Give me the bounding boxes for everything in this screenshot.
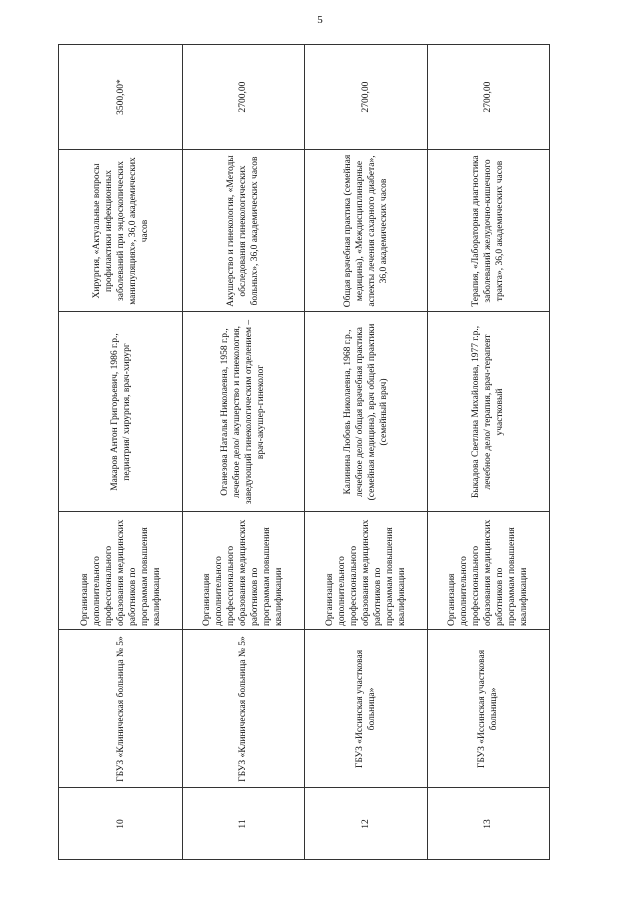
cell-text-program: Организация дополнительного профессионального образования медицинских работников по программам повышения квалификации [447,519,529,626]
cell-course [304,150,427,312]
cell-text-org: ГБУЗ «Клиническая больница № 5» [237,635,248,782]
cell-program [59,512,182,630]
table-row [427,44,550,860]
cell-text-person: Калинина Любовь Николаевна, 1968 г.р., лечебное дело/ общая врачебная практика (семейная медицина), врач общей практики (семейный врач) [342,323,389,500]
page-number: 5 [317,14,323,26]
cell-text-course: Общая врачебная практика (семейная медицина), «Междисциплинарные аспекты лечения сахарного диабета», 36,0 академических часов [342,154,389,307]
cell-text-price: 2700,00 [360,81,371,112]
cell-org [304,630,427,788]
cell-text-program: Организация дополнительного профессионального образования медицинских работников по программам повышения квалификации [324,519,407,626]
cell-text-num: 10 [115,819,126,829]
cell-program [181,512,304,630]
cell-num [304,788,427,860]
cell-text-person: Быкадова Светлана Михайловна, 1977 г.р., лечебное дело/ терапия, врач-терапевт участковый [471,325,505,498]
cell-person [427,312,549,512]
cell-person [304,312,427,512]
cell-price [181,44,304,150]
table-row [181,44,305,860]
table-row [304,44,428,860]
cell-org [59,630,182,788]
cell-org [181,630,304,788]
table-row [58,44,183,860]
cell-num [59,788,182,860]
cell-num [181,788,304,860]
cell-text-course: Акушерство и гинекология, «Методы обследования гинекологических больных», 36,0 академических часов [225,154,260,307]
cell-text-num: 12 [360,819,371,829]
cell-text-person: Макаров Антон Григорьевич, 1986 г.р., педиатрия/ хирургия, врач-хирург [109,332,132,491]
cell-org [427,630,549,788]
cell-program [304,512,427,630]
cell-price [59,44,182,150]
cell-text-num: 11 [237,819,248,829]
cell-text-org: ГБУЗ «Иссинская участковая больница» [477,649,499,768]
cell-course [427,150,549,312]
cell-num [427,788,549,860]
cell-text-program: Организация дополнительного профессионального образования медицинских работников по программам повышения квалификации [201,519,284,626]
cell-price [427,44,549,150]
cell-text-org: ГБУЗ «Клиническая больница № 5» [115,635,126,782]
cell-text-program: Организация дополнительного профессионального образования медицинских работников по программам повышения квалификации [79,519,162,626]
cell-price [304,44,427,150]
cell-person [181,312,304,512]
rotated-table [58,44,550,860]
cell-text-price: 2700,00 [483,81,493,112]
cell-person [59,312,182,512]
cell-text-num: 13 [483,819,493,829]
cell-course [181,150,304,312]
cell-program [427,512,549,630]
cell-text-price: 3500,00* [115,78,126,115]
cell-text-org: ГБУЗ «Иссинская участковая больница» [354,649,377,768]
cell-text-course: Терапия, «Лабораторная диагностика заболеваний желудочно-кишечного тракта», 36,0 академических часов [471,154,505,307]
cell-text-person: Оганезова Наталья Николаевна, 1958 г.р., лечебное дело/ акушерство и гинекология, заведующий гинекологическим отделением – врач-акушер-гинеколог [219,319,266,504]
cell-text-price: 2700,00 [237,81,248,112]
cell-course [59,150,182,312]
cell-text-course: Хирургия, «Актуальные вопросы профилактики инфекционных заболеваний при эндоскопических манипуляциях», 36,0 академических часов [91,156,150,305]
